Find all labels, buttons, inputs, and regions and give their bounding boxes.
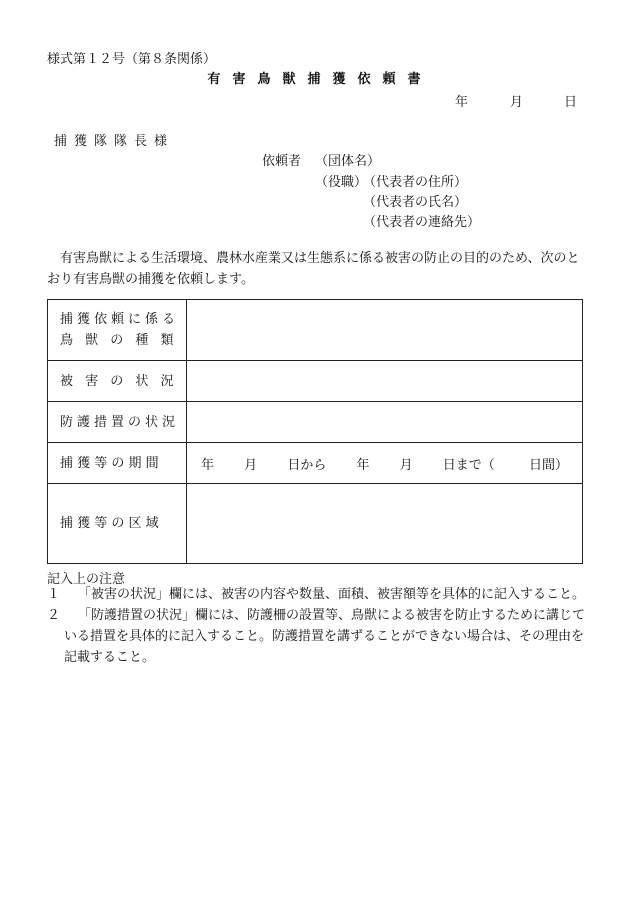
capture-period-value-cell[interactable] — [187, 443, 583, 484]
table-row — [48, 300, 583, 361]
table-row — [48, 484, 583, 564]
period-month-2: 月 — [399, 457, 413, 473]
note-item — [47, 584, 587, 605]
table-row — [48, 402, 583, 443]
notes-heading: 記入上の注意 — [47, 572, 126, 587]
note-text: 「被害の状況」欄には、被害の内容や数量、面積、被害額等を具体的に記入すること。 — [78, 587, 586, 602]
table-row — [48, 361, 583, 402]
request-body-text: 有害鳥獣による生活環境、農林水産業又は生態系に係る被害の防止の目的のため、次のとおり有害鳥獣の捕獲を依頼します。 — [47, 251, 580, 287]
document-title: 有害鳥獣捕獲依頼書 — [207, 72, 433, 87]
damage-status-value-cell[interactable] — [187, 361, 583, 402]
table-row — [48, 443, 583, 484]
role-field-label: （役職） — [315, 175, 368, 190]
note-text: 「防護措置の状況」欄には、防護柵の設置等、鳥獣による被害を防止するために講じている措置を具体的に記入すること。防護措置を講ずることができない場合は、その理由を記載すること。 — [64, 608, 586, 665]
period-from: 日から — [287, 457, 327, 473]
period-year-2: 年 — [356, 457, 370, 473]
date-year-label: 年 — [455, 95, 469, 110]
period-until: 日まで（ — [442, 457, 495, 473]
damage-status-label: 被 害 の 状 況 — [48, 361, 187, 402]
request-table — [47, 299, 583, 564]
note-number: １ — [47, 587, 61, 602]
species-label — [48, 300, 187, 361]
capture-area-label: 捕 獲 等 の 区 域 — [48, 484, 187, 564]
organization-field-label: （団体名） — [315, 154, 381, 169]
species-label-line1: 捕獲依頼に係る — [60, 312, 180, 327]
requester-label: 依頼者 — [262, 154, 302, 169]
representative-name-label: （代表者の氏名） — [363, 195, 468, 210]
capture-area-value-cell[interactable] — [187, 484, 583, 564]
species-value-cell[interactable] — [187, 300, 583, 361]
addressee: 捕獲隊隊長様 — [54, 134, 175, 149]
period-days: 日間） — [528, 457, 568, 473]
date-month-label: 月 — [510, 95, 524, 110]
period-month-1: 月 — [244, 457, 258, 473]
form-number: 様式第１２号（第８条関係） — [47, 52, 217, 67]
date-day-label: 日 — [564, 95, 578, 110]
capture-period-label: 捕 獲 等 の 期 間 — [48, 443, 187, 484]
protection-status-value-cell[interactable] — [187, 402, 583, 443]
note-item — [47, 605, 587, 668]
representative-contact-label: （代表者の連絡先） — [363, 215, 481, 230]
representative-address-label: （代表者の住所） — [363, 175, 468, 190]
note-number: ２ — [47, 608, 61, 623]
period-year-1: 年 — [201, 457, 215, 473]
protection-status-label: 防護措置の状況 — [48, 402, 187, 443]
species-label-line2: 鳥 獣 の 種 類 — [60, 333, 178, 348]
